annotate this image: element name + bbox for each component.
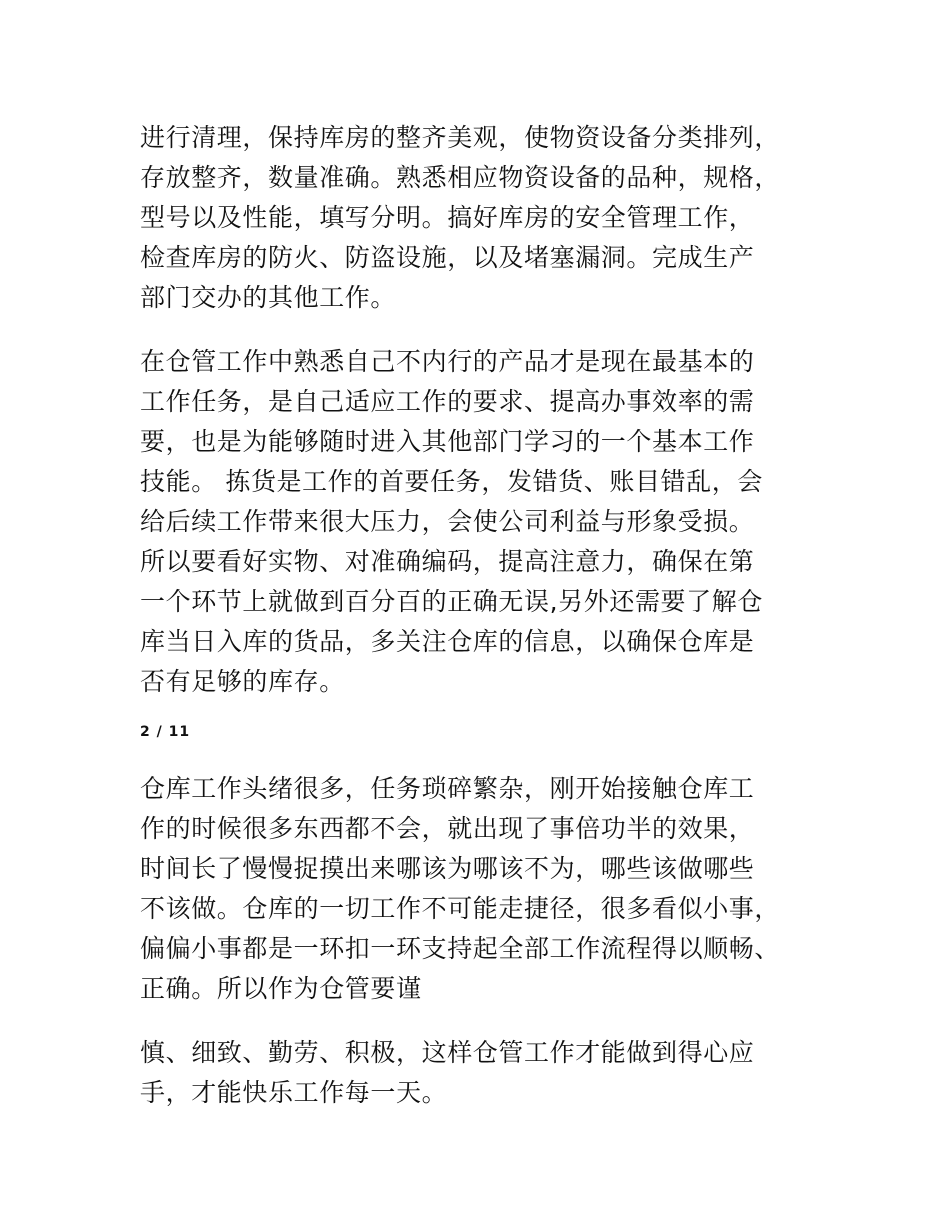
text-line: 作的时候很多东西都不会，就出现了事倍功半的效果， [140, 814, 755, 843]
text-line: 工作任务，是自己适应工作的要求、提高办事效率的需 [140, 387, 755, 416]
text-line: 手，才能快乐工作每一天。 [140, 1078, 448, 1107]
text-line: 不该做。仓库的一切工作不可能走捷径，很多看似小事， [140, 894, 781, 923]
text-line: 在仓管工作中熟悉自己不内行的产品才是现在最基本的 [140, 347, 755, 376]
paragraph-1 [140, 118, 820, 318]
page-number: 2 / 11 [140, 724, 191, 740]
text-line: 检查库房的防火、防盗设施，以及堵塞漏洞。完成生产 [140, 243, 755, 272]
text-line: 正确。所以作为仓管要谨 [140, 974, 422, 1003]
text-line: 型号以及性能，填写分明。搞好库房的安全管理工作， [140, 203, 755, 232]
text-line: 存放整齐，数量准确。熟悉相应物资设备的品种，规格， [140, 163, 781, 192]
text-line: 慎、细致、勤劳、积极，这样仓管工作才能做到得心应 [140, 1038, 755, 1067]
text-line: 技能。 拣货是工作的首要任务，发错货、账目错乱，会 [140, 467, 763, 496]
text-line: 偏偏小事都是一环扣一环支持起全部工作流程得以顺畅、 [140, 934, 781, 963]
text-line: 一个环节上就做到百分百的正确无误,另外还需要了解仓 [140, 587, 763, 616]
text-line: 部门交办的其他工作。 [140, 283, 397, 312]
text-line: 要，也是为能够随时进入其他部门学习的一个基本工作 [140, 427, 755, 456]
paragraph-3 [140, 769, 820, 1009]
paragraph-4 [140, 1033, 820, 1113]
text-line: 仓库工作头绪很多，任务琐碎繁杂，刚开始接触仓库工 [140, 774, 755, 803]
text-line: 所以要看好实物、对准确编码，提高注意力，确保在第 [140, 547, 755, 576]
text-line: 时间长了慢慢捉摸出来哪该为哪该不为，哪些该做哪些 [140, 854, 755, 883]
text-line: 进行清理，保持库房的整齐美观，使物资设备分类排列， [140, 123, 781, 152]
text-line: 否有足够的库存。 [140, 667, 345, 696]
text-line: 给后续工作带来很大压力，会使公司利益与形象受损。 [140, 507, 755, 536]
text-line: 库当日入库的货品，多关注仓库的信息，以确保仓库是 [140, 627, 755, 656]
paragraph-2 [140, 342, 820, 702]
